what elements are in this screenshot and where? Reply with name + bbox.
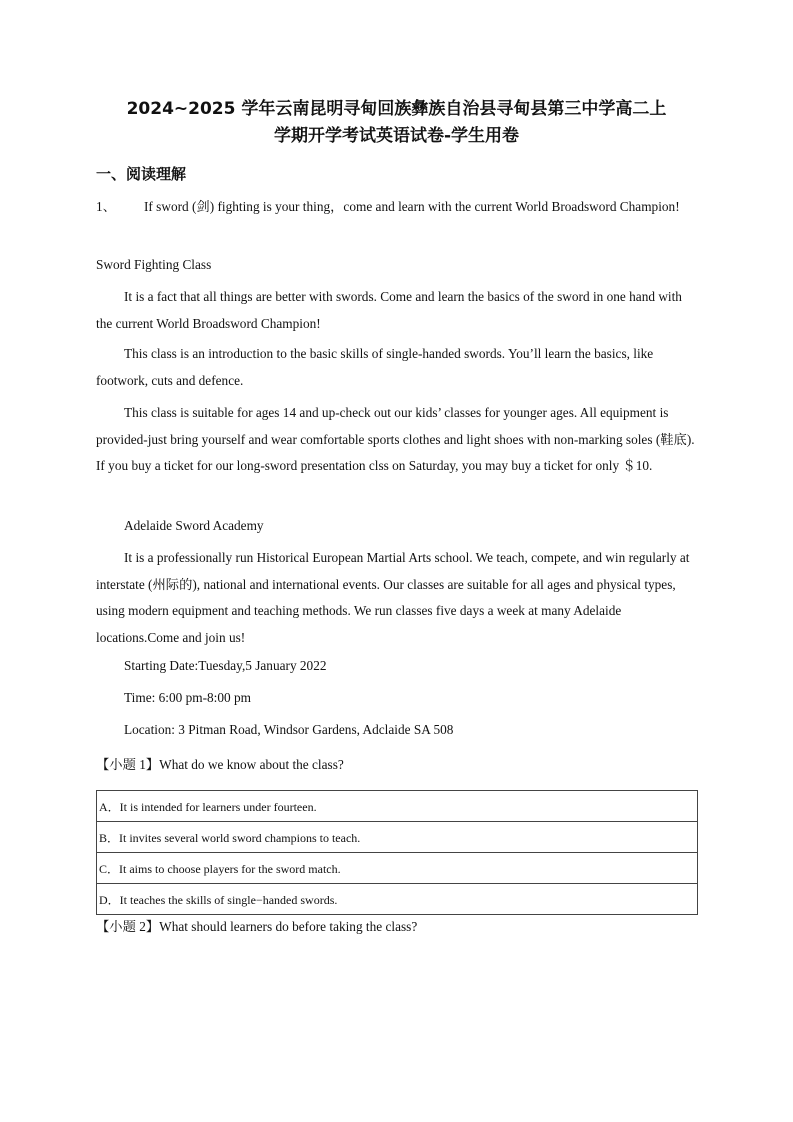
- class-location: Location: 3 Pitman Road, Windsor Gardens, Adclaide SA 508: [124, 722, 454, 737]
- option-row: [97, 822, 698, 853]
- class-time: Time: 6:00 pm-8:00 pm: [124, 690, 251, 705]
- question-2: 【小题 2】What should learners do before taking the class?: [96, 919, 418, 934]
- academy-name: Adelaide Sword Academy: [124, 518, 264, 533]
- question-1: 【小题 1】What do we know about the class?: [96, 757, 344, 772]
- option-row: [97, 884, 698, 915]
- title-line-1: 2024~2025 学年云南昆明寻甸回族彝族自治县寻甸县第三中学高二上: [126, 99, 667, 119]
- question-number: 1、: [96, 199, 116, 214]
- starting-date: Starting Date:Tuesday,5 January 2022: [124, 658, 327, 673]
- option-c[interactable]: C．It aims to choose players for the sword match.: [97, 853, 698, 884]
- page-title: [60, 96, 733, 150]
- section-heading: 一、阅读理解: [96, 165, 187, 183]
- option-a[interactable]: A．It is intended for learners under fourteen.: [97, 791, 698, 822]
- option-b[interactable]: B．It invites several world sword champions to teach.: [97, 822, 698, 853]
- title-line-2: 学期开学考试英语试卷-学生用卷: [273, 126, 520, 146]
- paragraph-4: It is a professionally run Historical European Martial Arts school. We teach, compete, and win regularly at interstate (州际的), national and international events. Our classes are suitable for all ages and physical types, using modern equipment and teaching methods. We run classes five days a week at many Adelaide locations.Come and join us!: [96, 550, 690, 645]
- paragraph-1: It is a fact that all things are better with swords. Come and learn the basics of the sword in one hand with the current World Broadsword Champion!: [96, 289, 682, 331]
- passage-intro: [96, 194, 696, 221]
- paragraph-2: This class is an introduction to the basic skills of single-handed swords. You’ll learn the basics, like footwork, cuts and defence.: [96, 346, 654, 388]
- option-d[interactable]: D．It teaches the skills of single−handed swords.: [97, 884, 698, 915]
- option-row: [97, 853, 698, 884]
- paragraph-3: This class is suitable for ages 14 and up-check out our kids’ classes for younger ages. All equipment is provided-just bring yourself and wear comfortable sports clothes and light shoes with non-marking soles (鞋底). If you buy a ticket for our long-sword presentation clss on Saturday, you may buy a ticket for only ＄10.: [96, 405, 695, 473]
- class-title: Sword Fighting Class: [96, 257, 212, 272]
- intro-text: If sword (剑) fighting is your thing，come and learn with the current World Broadsword Champion!: [144, 199, 680, 214]
- options-table: [96, 790, 698, 915]
- option-row: [97, 791, 698, 822]
